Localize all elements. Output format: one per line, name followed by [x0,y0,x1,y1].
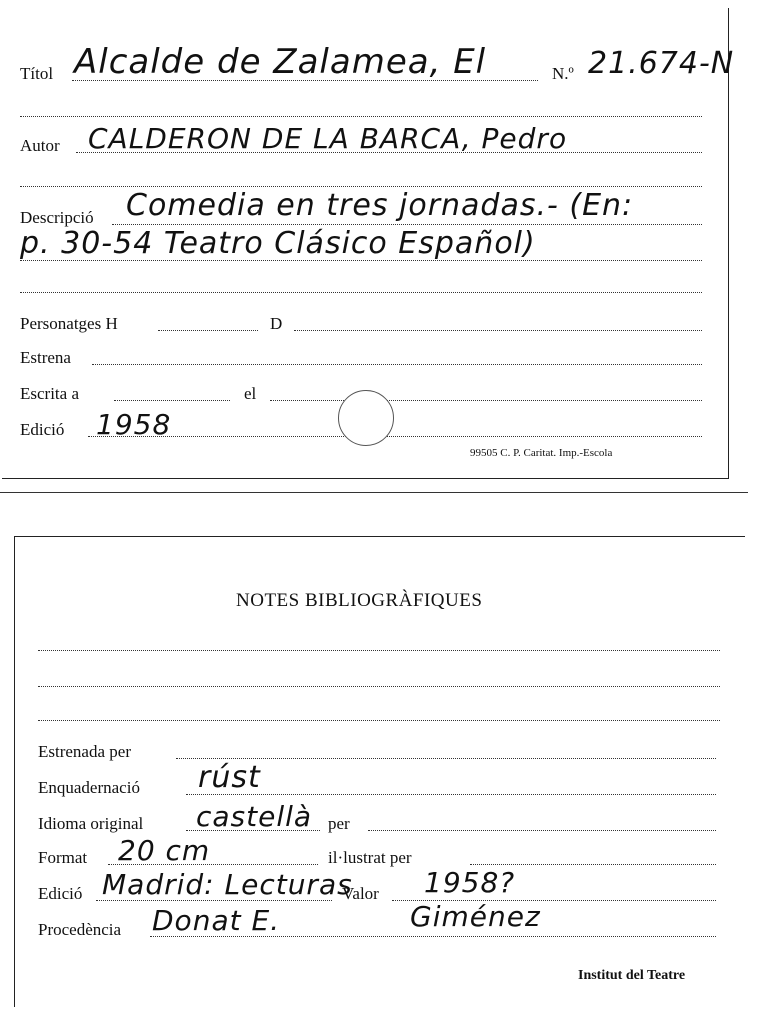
cards-divider [0,492,748,493]
descripcio-line1: Comedia en tres jornadas.- (En: [126,188,634,223]
dotted-line-4 [20,292,702,293]
escrita-label: Escrita a [20,384,79,403]
descripcio-dotted-line [112,224,702,225]
format-dotted-line [108,864,318,865]
procedencia-label: Procedència [38,920,122,939]
titol-label: Títol [20,64,54,83]
format-label: Format [38,848,88,867]
numero-value: 21.674-N [588,46,735,81]
personatges-label: Personatges H [20,314,118,333]
el-dotted-line [270,400,702,401]
descripcio-label: Descripció [20,208,94,227]
notes-dotted-line-3 [38,720,720,721]
idioma-per-dotted-line [368,830,716,831]
notes-dotted-line-2 [38,686,720,687]
estrena-label: Estrena [20,348,71,367]
autor-dotted-line [76,152,702,153]
enquadernacio-dotted-line [186,794,716,795]
illustrat-dotted-line [470,864,716,865]
institut-stamp: Institut del Teatre [578,968,686,983]
procedencia-dotted-line [150,936,716,937]
notes-dotted-line-1 [38,650,720,651]
estrenada-label: Estrenada per [38,742,131,761]
enquadernacio-value: rúst [198,760,261,795]
idioma-dotted-line [186,830,320,831]
numero-label: N.º [552,64,574,83]
idioma-label: Idioma original [38,814,144,833]
estrenada-dotted-line [176,758,716,759]
escrita-dotted-line [114,400,230,401]
descripcio-line2: p. 30-54 Teatro Clásico Español) [20,226,536,261]
valor-label: Valor [342,884,379,903]
edicio-dotted-line [88,436,702,437]
personatges-d-dotted-line [294,330,702,331]
autor-label: Autor [20,136,60,155]
edicio2-value: Madrid: Lecturas [102,868,353,901]
autor-value: CALDERON DE LA BARCA, Pedro [88,122,568,155]
dotted-line-3 [20,260,702,261]
edicio2-dotted-line [96,900,332,901]
format-value: 20 cm [118,834,211,867]
titol-dotted-line [72,80,538,81]
illustrat-label: il·lustrat per [328,848,412,867]
idioma-per-label: per [328,814,350,833]
d-label: D [270,314,283,333]
el-label: el [244,384,257,403]
dotted-line-1 [20,116,702,117]
titol-value: Alcalde de Zalamea, El [74,42,487,82]
notes-heading: NOTES BIBLIOGRÀFIQUES [236,590,483,611]
printer-imprint: 99505 C. P. Caritat. Imp.-Escola [470,447,613,459]
procedencia-value: Donat E. [152,904,281,937]
idioma-value: castellà [196,800,313,833]
personatges-h-dotted-line [158,330,258,331]
dotted-line-2 [20,186,702,187]
valor-value: 1958? [424,866,516,899]
edicio2-label: Edició [38,884,83,903]
procedencia-value-2: Giménez [410,900,541,933]
edicio-label: Edició [20,420,65,439]
punch-hole [338,390,394,446]
estrena-dotted-line [92,364,702,365]
edicio-value: 1958 [96,408,172,441]
enquadernacio-label: Enquadernació [38,778,140,797]
